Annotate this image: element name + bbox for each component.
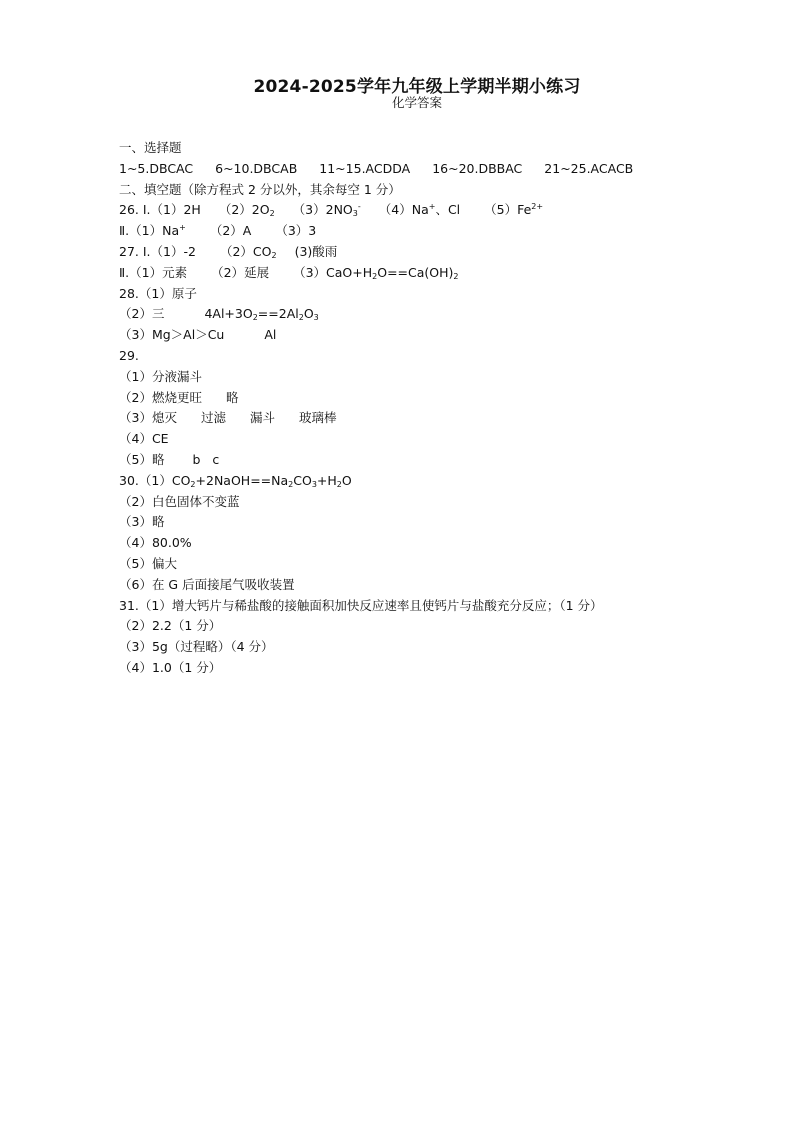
q29-line4: （4）CE [119,431,169,447]
q26-p1-a2-sub: 2 [269,209,275,219]
q28-line1: 28.（1）原子 [119,285,197,301]
page-title: 2024-2025学年九年级上学期半期小练习 [253,77,581,97]
q27-p2-a3-sub2: 2 [453,271,459,281]
q26-p1-a1: 2H [183,202,201,218]
q26-p2-a3-label: （3） [275,223,309,239]
q29-l3-d: 玻璃棒 [298,410,337,426]
q27-p2-a3-a: CaO+H [326,264,373,280]
q26-p1-a3: 2NO [325,202,353,218]
answer-content [119,138,759,679]
q28-l2-eq-b: ==2Al [257,306,299,322]
q26-p1-a2: 2O [251,202,270,218]
q30-l1-a: CO [171,472,191,488]
q29-line3 [119,408,759,429]
q27-p2-a2: 延展 [244,264,270,280]
q27-part2 [119,263,759,284]
q29-l3-b: 过滤 [200,410,226,426]
q27-p2-a2-label: （2） [211,264,245,280]
q30-l1-label: 30.（1） [119,472,172,488]
q31-line3: （3）5g（过程略）（4 分） [119,639,274,655]
q28-l2-sub2: 2 [298,313,304,323]
q26-p2-label: Ⅱ.（1） [119,223,163,239]
q26-p2-a2-label: （2） [209,223,243,239]
q29-line0: 29. [119,347,139,363]
q30-line4: （4）80.0% [119,535,192,551]
q29-l2-a: （2）燃烧更旺 [119,389,202,405]
q30-l1-sub3: 3 [311,479,317,489]
q28-l2-eq-a: 4Al+3O [204,306,253,322]
q26-p2-a3: 3 [308,223,317,239]
q27-p1-a1: -2 [183,243,196,259]
choice-answer-group: 6~10.DBCAB [215,160,298,176]
q31-line2: （2）2.2（1 分） [119,618,222,634]
q26-p2-a2: A [242,223,252,239]
q31-line1: 31.（1）增大钙片与稀盐酸的接触面积加快反应速率且使钙片与盐酸充分反应；（1 分） [119,597,603,613]
q29-l2-b: 略 [225,389,239,405]
q26-p1-a4: Na [411,202,429,218]
q26-p2-a1: Na [162,223,180,239]
q26-p1-a5-label: （5） [484,202,518,218]
q29-line1: （1）分液漏斗 [119,368,202,384]
q27-p2-label: Ⅱ.（1） [119,264,163,280]
q30-l1-b: +2NaOH==Na [195,472,289,488]
page-subtitle: 化学答案 [391,95,442,110]
q26-p1-a3-sub: 3 [352,209,358,219]
q28-l3-label: （3）Mg＞Al＞Cu [119,327,225,343]
q26-p1-label: 26. Ⅰ.（1） [119,202,184,218]
choice-answer-group: 1~5.DBCAC [119,160,194,176]
q26-part1 [119,200,759,221]
q29-l5-c: c [212,451,220,467]
q26-p2-a1-sup: + [179,223,186,233]
q27-p1-a3: (3)酸雨 [294,243,338,259]
q30-l1-sub4: 2 [336,479,342,489]
q29-l5-a: （5）略 [119,451,165,467]
q30-l1-e: O [341,472,352,488]
q30-line3: （3）略 [119,514,165,530]
fill-heading: 二、填空题（除方程式 2 分以外，其余每空 1 分） [119,181,401,197]
q29-l5-b: b [192,451,201,467]
choice-answer-group: 21~25.ACACB [544,160,634,176]
q30-l1-sub2: 2 [288,479,294,489]
q26-p1-a5: Fe [517,202,532,218]
q26-part2 [119,221,759,242]
q30-l1-d: +H [316,472,337,488]
q26-p1-a4-b: 、Cl [435,202,461,218]
q30-line1 [119,471,759,492]
q30-line6: （6）在 G 后面接尾气吸收装置 [119,576,295,592]
q27-p2-a3-label: （3） [293,264,327,280]
q30-line2: （2）白色固体不变蓝 [119,493,240,509]
choice-answer-group: 11~15.ACDDA [319,160,411,176]
q29-l3-c: 漏斗 [249,410,275,426]
q31-line4: （4）1.0（1 分） [119,659,222,675]
q28-l2-sub3: 3 [313,313,319,323]
q27-p2-a3-sub1: 2 [372,271,378,281]
q29-l3-a: （3）熄灭 [119,410,177,426]
q27-p1-label: 27. Ⅰ.（1） [119,243,184,259]
q27-p2-a1: 元素 [162,264,188,280]
choice-answers [119,159,759,180]
q27-p2-a3-b: O==Ca(OH) [377,264,454,280]
q28-l2-eq-c: O [303,306,314,322]
q26-p1-a4-label: （4） [378,202,412,218]
q27-p1-a2-sub: 2 [271,250,277,260]
q28-line3 [119,325,759,346]
q27-p1-a2: CO [252,243,272,259]
q26-p1-a5-sup: 2+ [531,202,544,212]
q28-l2-sub1: 2 [252,313,258,323]
choice-answer-group: 16~20.DBBAC [432,160,523,176]
choice-heading: 一、选择题 [119,140,182,155]
q30-l1-c: CO [293,472,312,488]
q28-l2-label: （2）三 [119,306,165,322]
q27-part1 [119,242,759,263]
q26-p1-a4-sup: + [428,202,436,212]
q30-line5: （5）偏大 [119,555,177,571]
q26-p1-a2-label: （2） [218,202,252,218]
q30-l1-sub1: 2 [190,479,196,489]
q28-line2 [119,304,759,325]
q29-line2 [119,388,759,409]
q26-p1-a3-sup: - [357,202,361,212]
q26-p1-a3-label: （3） [292,202,326,218]
q27-p1-a2-label: （2） [219,243,253,259]
q28-l3-b: Al [264,327,277,343]
q29-line5 [119,450,759,471]
